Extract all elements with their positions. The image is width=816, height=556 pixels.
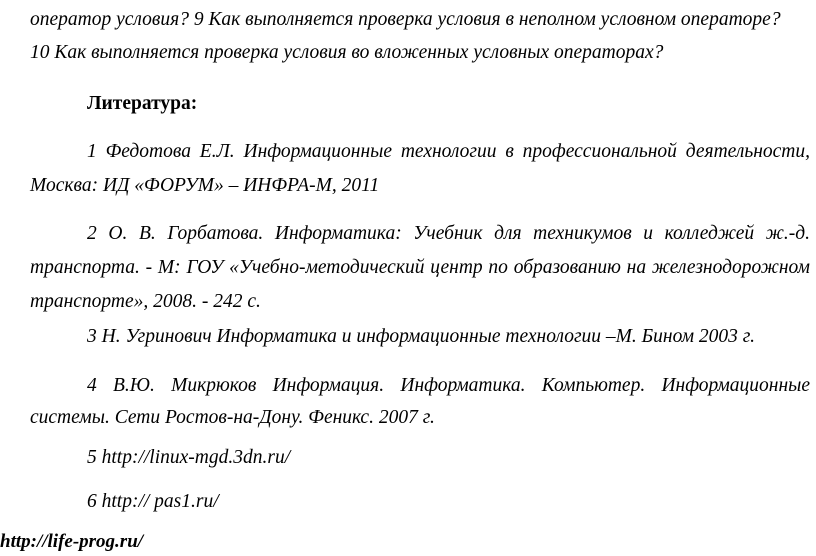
watermark-url: http://life-prog.ru/ [0,531,144,552]
literature-item-2-line-1: 2 О. В. Горбатова. Информатика: Учебник для техникумов и колледжей ж.-д. [87,223,810,244]
literature-item-6-link[interactable]: 6 http:// pas1.ru/ [87,491,219,512]
literature-item-5-link[interactable]: 5 http://linux-mgd.3dn.ru/ [87,447,291,468]
literature-item-3: 3 Н. Угринович Информатика и информационные технологии –М. Бином 2003 г. [87,326,756,347]
literature-item-2-line-3: транспорте», 2008. - 242 с. [30,291,261,312]
literature-item-4-line-1: 4 В.Ю. Микрюков Информация. Информатика. Компьютер. Информационные [87,375,810,396]
questions-line-2: 10 Как выполняется проверка условия во вложенных условных операторах? [30,42,664,63]
literature-item-1-line-1: 1 Федотова Е.Л. Информационные технологии в профессиональной деятельности, [87,141,810,162]
literature-heading: Литература: [87,93,198,114]
literature-item-1-line-2: Москва: ИД «ФОРУМ» – ИНФРА-М, 2011 [30,175,380,196]
literature-item-4-line-2: системы. Сети Ростов-на-Дону. Феникс. 2007 г. [30,407,435,428]
questions-line-1: оператор условия? 9 Как выполняется проверка условия в неполном условном операторе? [30,9,781,30]
literature-item-2-line-2: транспорта. - М: ГОУ «Учебно-методический центр по образованию на железнодорожном [30,257,810,278]
